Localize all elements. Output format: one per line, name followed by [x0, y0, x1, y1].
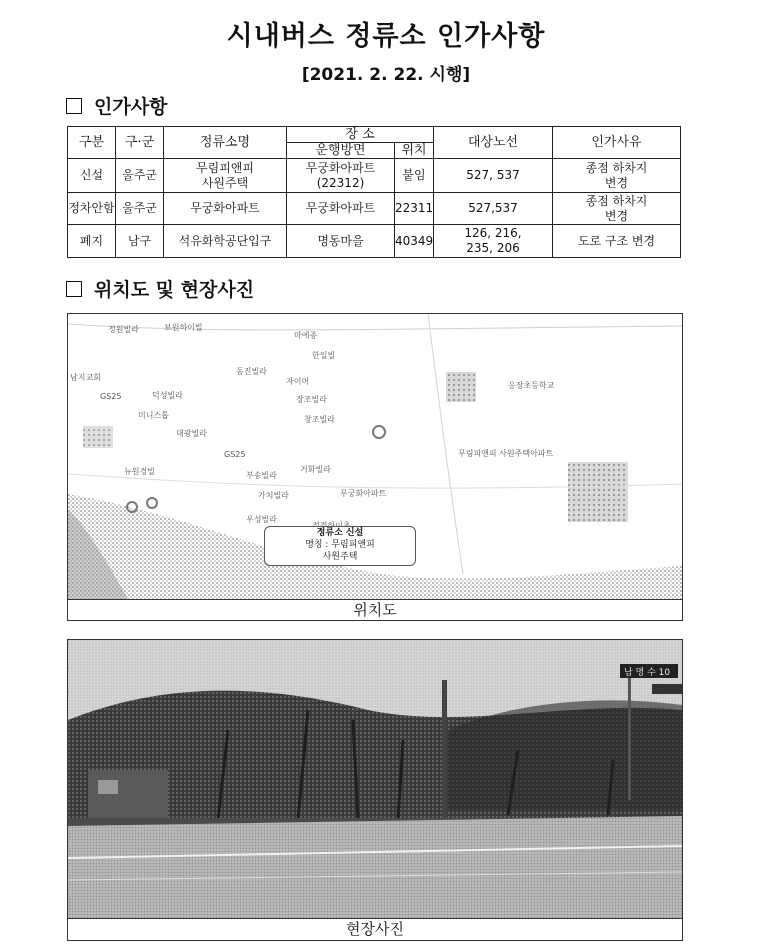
map-label: 창조빌라: [304, 415, 335, 424]
cell-type: 정차안함: [68, 193, 116, 225]
document-title: 시내버스 정류소 인가사항: [226, 21, 546, 52]
header-direction: 운행방면: [287, 143, 395, 159]
cell-position: 22311: [395, 193, 434, 225]
cell-reason: 종점 하차지 변경: [553, 159, 681, 193]
section-location-label: 위치도 및 현장사진: [94, 279, 255, 301]
cell-routes: 527, 537: [434, 159, 553, 193]
table-row: [68, 193, 681, 225]
map-label: 거화빌라: [300, 465, 331, 474]
header-routes: 대상노선: [434, 127, 553, 159]
header-reason: 인가사유: [553, 127, 681, 159]
cell-type: 신설: [68, 159, 116, 193]
map-label: 미니스톱: [138, 411, 169, 420]
checkbox-square-icon: [66, 98, 82, 114]
header-place: 장 소: [287, 127, 434, 143]
site-photo: [67, 639, 683, 941]
cell-district: 울주군: [116, 159, 164, 193]
section-location-heading: [66, 275, 254, 302]
map-label: 한일빌: [312, 351, 336, 360]
cell-routes: 126, 216, 235, 206: [434, 225, 553, 258]
cell-stop-name: 무궁화아파트: [164, 193, 287, 225]
photo-caption: 현장사진: [68, 918, 682, 940]
cell-district: 울주군: [116, 193, 164, 225]
header-stop-name: 정류소명: [164, 127, 287, 159]
map-label: 동진빌라: [236, 367, 267, 376]
cell-direction: 무궁화아파트 (22312): [287, 159, 395, 193]
map-label: 보원하이빌: [164, 323, 203, 332]
new-stop-callout: 정류소 신설 명칭 : 무림피앤피 사원주택: [264, 526, 416, 566]
table-row: [68, 159, 681, 193]
location-map: [67, 313, 683, 621]
map-label: 우성빌라: [246, 515, 277, 524]
cell-direction: 명동마을: [287, 225, 395, 258]
map-label: 대광빌라: [176, 429, 207, 438]
cell-type: 폐지: [68, 225, 116, 258]
map-label: 마에종: [294, 331, 318, 340]
permits-table: [67, 126, 681, 258]
map-label: 무궁화아파트: [340, 489, 387, 498]
map-label: 응장초등학교: [508, 381, 555, 390]
cell-stop-name: 무림피앤피 사원주택: [164, 159, 287, 193]
map-label: 정원빌라: [108, 325, 139, 334]
cell-routes: 527,537: [434, 193, 553, 225]
map-label: GS25: [100, 392, 122, 401]
section-permits-label: 인가사항: [94, 96, 168, 118]
section-permits-heading: [66, 92, 167, 119]
map-label: 가치빌라: [258, 491, 289, 500]
header-type: 구분: [68, 127, 116, 159]
header-district: 구·군: [116, 127, 164, 159]
map-label: GS25: [224, 450, 246, 459]
cell-reason: 종점 하차지 변경: [553, 193, 681, 225]
cell-position: 40349: [395, 225, 434, 258]
site-photo-image: [68, 640, 682, 918]
cell-stop-name: 석유화학공단입구: [164, 225, 287, 258]
cell-reason: 도로 구조 변경: [553, 225, 681, 258]
map-label: 덕성빌라: [152, 391, 183, 400]
map-label: 자이머: [286, 377, 310, 386]
header-position: 위치: [395, 143, 434, 159]
map-label: 뉴원경빌: [124, 467, 155, 476]
effective-date: [2021. 2. 22. 시행]: [301, 65, 471, 85]
map-label: 장조빌라: [296, 395, 327, 404]
cell-direction: 무궁화아파트: [287, 193, 395, 225]
map-caption: 위치도: [68, 599, 682, 620]
map-label: 부송빌라: [246, 471, 277, 480]
road-sign-text: 남 명 수 10: [624, 668, 671, 678]
checkbox-square-icon: [66, 281, 82, 297]
map-label: 남지교회: [70, 373, 101, 382]
cell-position: 붙임: [395, 159, 434, 193]
cell-district: 남구: [116, 225, 164, 258]
map-label: 무림피앤피 사원주택아파트: [458, 449, 554, 458]
table-row: [68, 225, 681, 258]
